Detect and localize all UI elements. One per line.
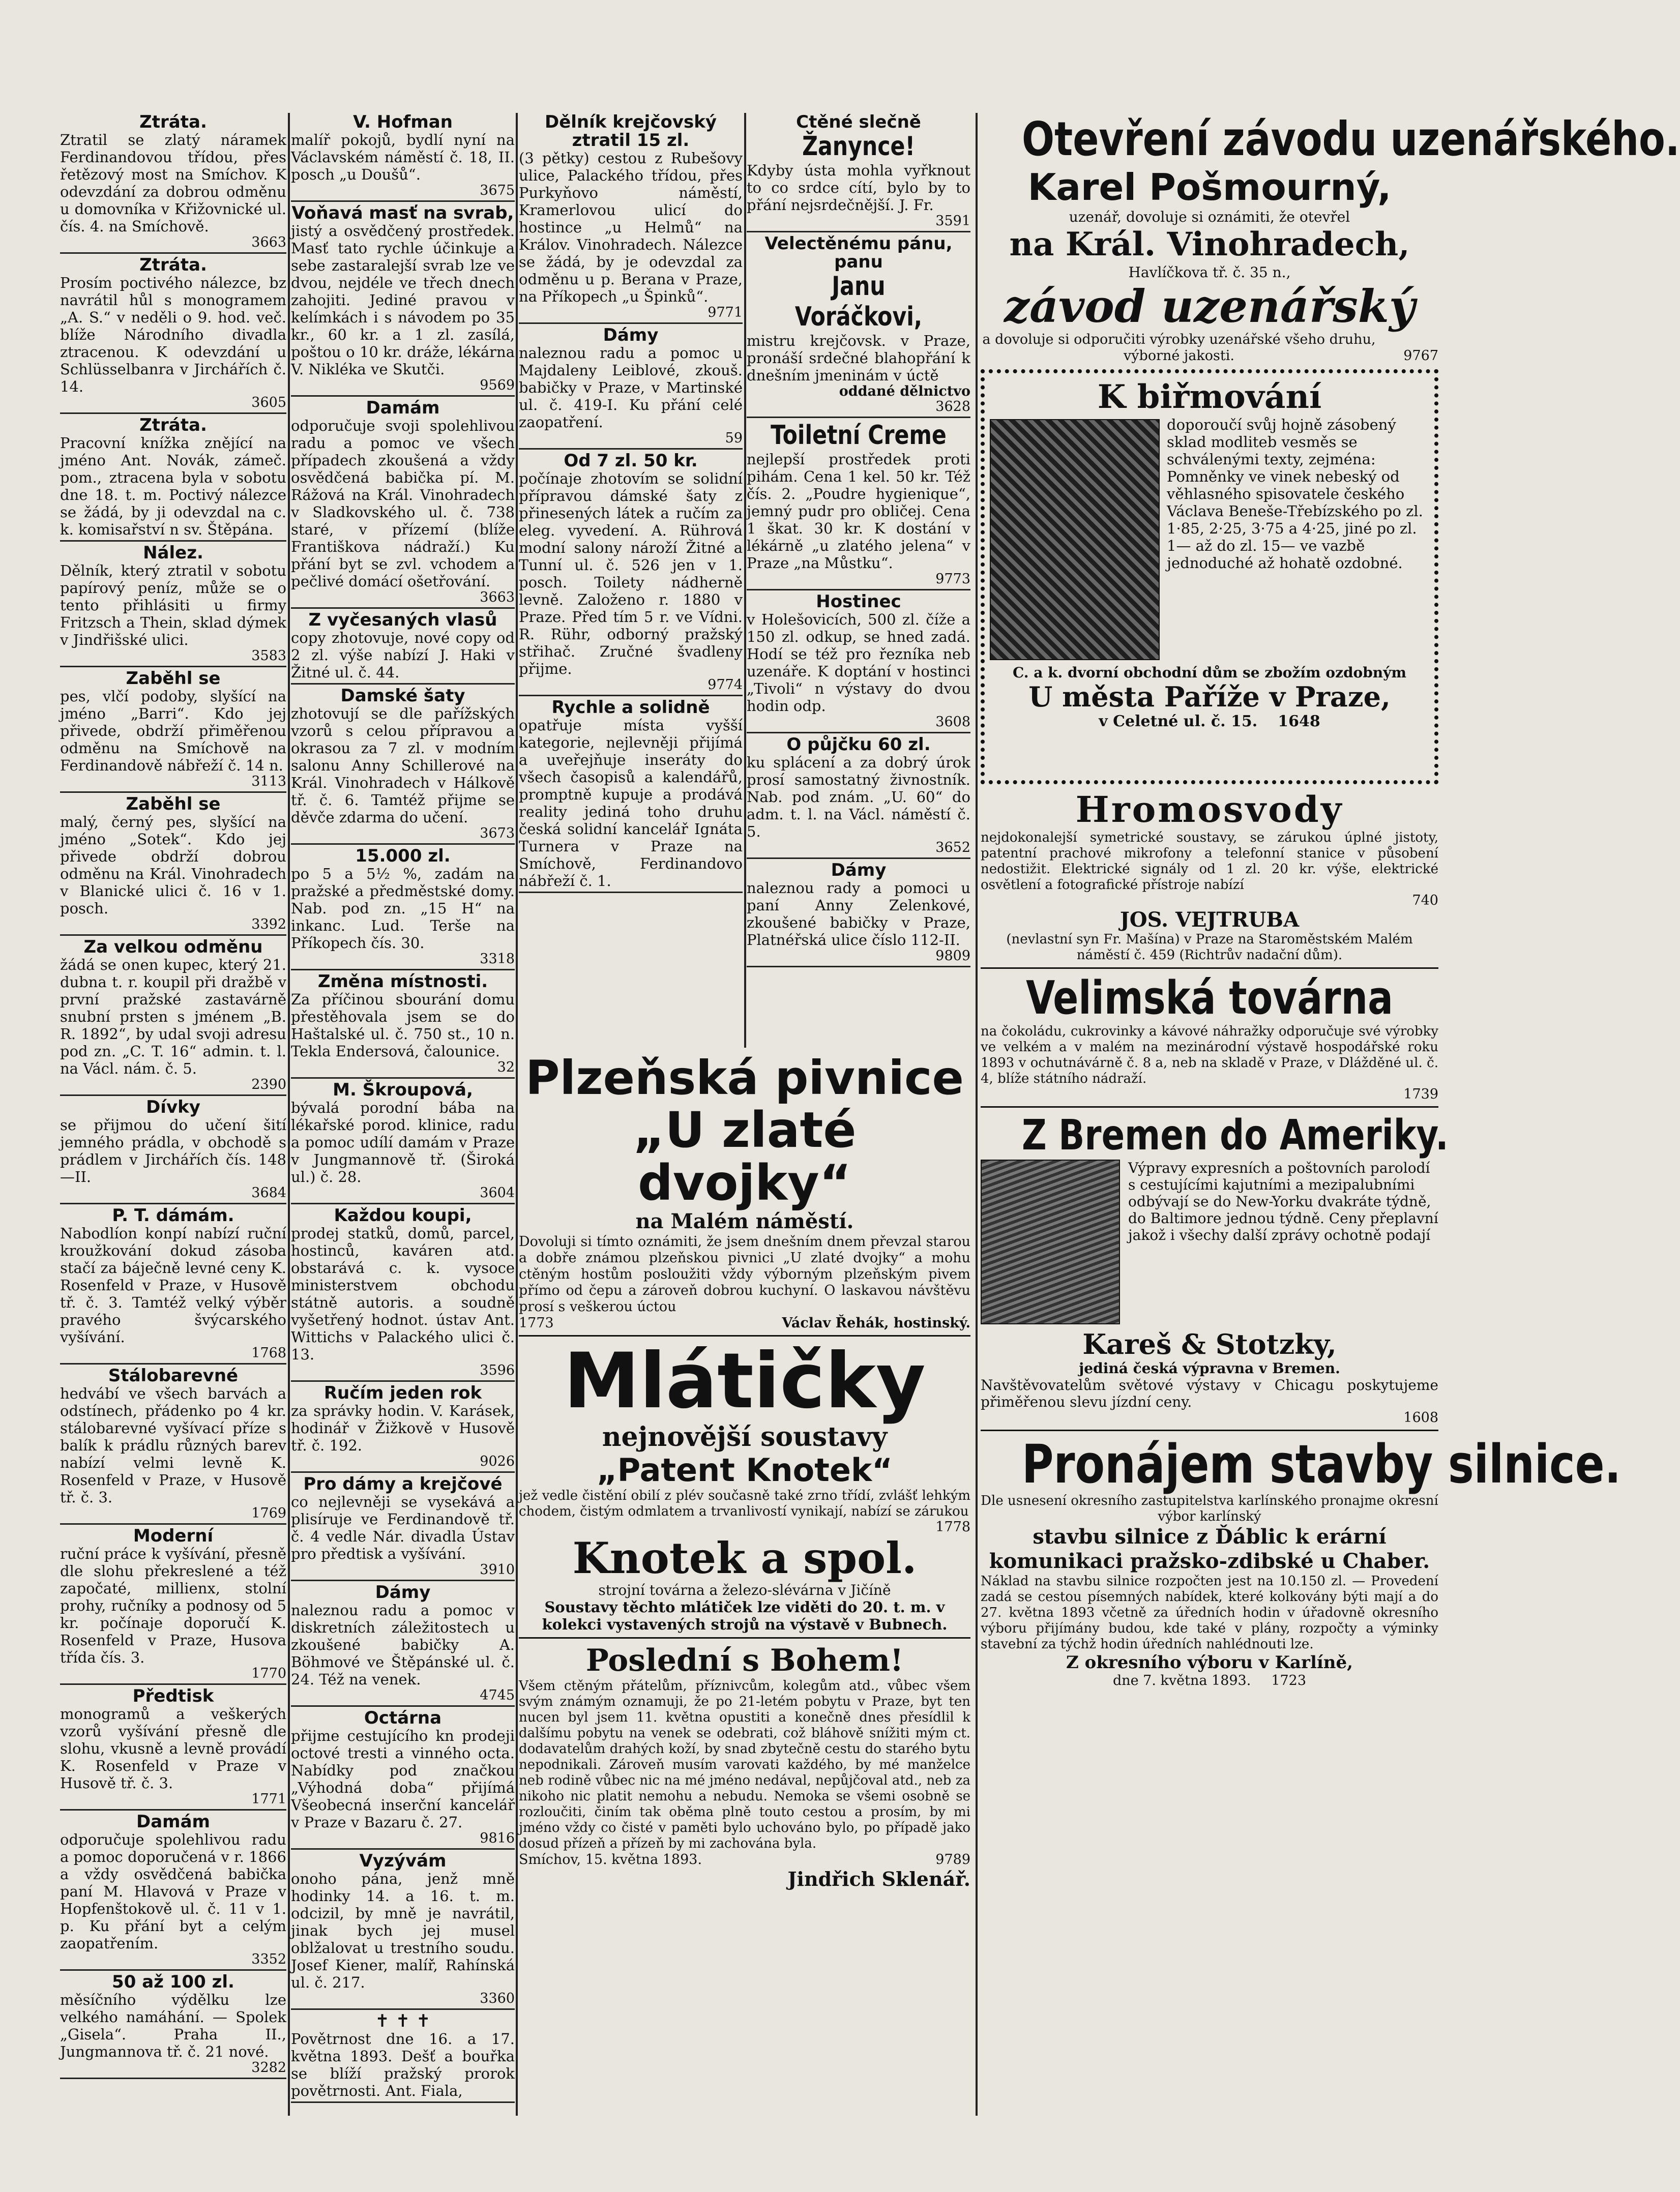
ad-number: 9809 — [935, 948, 970, 964]
ad-number: 9789 — [935, 1852, 970, 1868]
ad-number: 4745 — [480, 1687, 515, 1703]
divider — [291, 1471, 515, 1473]
uzenar-place: na Král. Vinohradech, — [1009, 225, 1410, 263]
classified-ad — [291, 1475, 515, 1581]
ad-text: ku splácení a za dobrý úrok prosí samostatný živnostník. Nab. pod znám. „U. 60“ do adm. t. l. na Václ. náměstí č. 5. — [747, 754, 970, 840]
ad-number: 3628 — [935, 399, 970, 414]
ad-text: Nabodlíon konpí nabízí ruční kroužkování dokud zásoba stačí za báječně levné ceny K. Rosenfeld v Praze, v Husově tř. č. 3. Tamtéž velký výběr pravého švýcarského vyšívání. — [60, 1225, 286, 1346]
ad-number: 2390 — [251, 1077, 286, 1092]
divider — [519, 322, 743, 324]
ad-heading: Moderní — [133, 1526, 214, 1546]
classified-ad — [60, 1367, 286, 1525]
ad-number: 3318 — [480, 951, 515, 967]
birmovani-shop: U města Paříže v Praze, — [1028, 680, 1391, 713]
uzenar-address: Havlíčkova tř. č. 35 n., — [1128, 264, 1291, 281]
classified-ad — [60, 669, 286, 793]
classified-ad — [291, 1709, 515, 1850]
divider — [60, 252, 286, 254]
divider — [747, 732, 970, 733]
ad-heading: Velectěnému pánu, panu — [764, 233, 953, 272]
divider — [291, 843, 515, 845]
classified-ad — [291, 847, 515, 970]
ad-heading: Stálobarevné — [108, 1366, 239, 1386]
column-5-ads — [981, 112, 1680, 2116]
classified-ad — [60, 795, 286, 936]
ad-heading: Ručím jeden rok — [323, 1383, 482, 1403]
ad-number: 9816 — [480, 1830, 515, 1846]
bremen-subtitle: jediná česká výpravna v Bremen. — [1079, 1360, 1340, 1377]
uzenar-title: Otevření závodu uzenářského. — [1022, 112, 1680, 166]
divider — [60, 791, 286, 793]
divider — [291, 200, 515, 202]
birmovani-firm: C. a k. dvorní obchodní dům se zbožím ozdobným — [1012, 664, 1407, 681]
ad-heading: Zaběhl se — [126, 668, 221, 689]
divider — [291, 1848, 515, 1850]
divider — [291, 395, 515, 397]
steamship-picture — [981, 1160, 1120, 1324]
birmovani-box — [981, 369, 1438, 784]
uzenar-big: závod uzenářský — [1004, 280, 1415, 333]
ad-number: 9026 — [480, 1454, 515, 1469]
ad-text: malý, černý pes, slyšící na jméno „Sotek“. Kdo jej přivede obdrží dobrou odměnu na Král. Vinohradech v Blanické ulici č. 16 v 1. posch. — [60, 813, 286, 917]
divider — [291, 2101, 515, 2103]
divider — [291, 969, 515, 970]
ad-number: 740 — [1412, 893, 1438, 908]
pivnice-signature: Václav Řehák, hostinský. — [782, 1315, 970, 1331]
ad-number: 3663 — [480, 589, 515, 605]
knotek-subtitle: strojní továrna a železo-slévárna v Jičíně — [598, 1582, 891, 1598]
ad-number: 3673 — [480, 825, 515, 841]
classified-ad — [291, 113, 515, 202]
pronajem-subtitle: Dle usnesení okresního zastupitelstva karlínského pronajme okresní výbor karlínský — [981, 1493, 1438, 1524]
classified-ad — [60, 544, 286, 667]
ad-number: 1769 — [251, 1505, 286, 1521]
ad-text: opatřuje místa vyšší kategorie, nejlevněji přijímá a uveřejňuje inseráty do všech časopisů a kalendářů, promptně kupuje a prodává reality jediná toho druhu česká solidní kancelář Ignáta Turnera v Praze na Smíchově, Ferdinandovo nábřeží č. 1. — [519, 717, 743, 890]
ad-heading: Za velkou odměnu — [83, 937, 263, 957]
ad-heading: Ztráta. — [139, 255, 207, 275]
ad-text: onoho pána, jenž mně hodinky 14. a 16. t. m. odcizil, by mně je navrátil, jinak bych jej musel oblžalovat u trestního soudu. Josef Kiener, malíř, Rahínská ul. č. 217. — [291, 1870, 515, 1991]
divider — [981, 1106, 1438, 1108]
bremen-title: Z Bremen do Ameriky. — [1022, 1111, 1449, 1160]
ad-text: počínaje zhotovím se solidní přípravou dámské šaty z přinesených látek a ručím za eleg. vyvedení. A. Rührová modní salony nároží Žitné a Tunní ul. č. 526 jen v 1. posch. Toilety nádherně levně. Založeno r. 1880 v Praze. Před tím 5 r. ve Vídni. R. Rühr, odborný pražský střihač. Zručné švadleny přijme. — [519, 470, 743, 677]
classified-ad — [60, 1098, 286, 1204]
ad-heading: 50 až 100 zl. — [112, 1972, 234, 1992]
ad-number: 3652 — [935, 840, 970, 855]
ad-number: 1778 — [935, 1519, 970, 1535]
classified-ad — [519, 698, 743, 893]
ad-heading: Damské šaty — [340, 686, 465, 706]
ad-text: Kdyby ústa mohla vyřknout to co srdce cítí, bylo by to přání nejsrdečnější. J. Fr. — [747, 162, 970, 214]
classified-ad — [291, 1583, 515, 1707]
divider — [747, 857, 970, 859]
ad-number: 32 — [497, 1059, 515, 1075]
ad-heading: Dělník krejčovský ztratil 15 zl. — [544, 112, 717, 151]
ad-heading: V. Hofman — [353, 112, 453, 132]
ad-heading: Dámy — [603, 325, 659, 345]
ad-number: 3596 — [480, 1362, 515, 1378]
prayer-book-picture — [990, 419, 1160, 660]
ad-text: naleznou radu a pomoc v diskretních záležitostech u zkoušené babičky A. Böhmové ve Štěpánské ul. č. 24. Též na venek. — [291, 1602, 515, 1688]
ad-text: pes, vlčí podoby, slyšící na jméno „Barri“. Kdo jej přivede, obdrží přiměřenou odměnu na Smíchově na Ferdinandově nábřeží č. 14 n. — [60, 688, 286, 774]
classified-ad — [60, 1687, 286, 1811]
ad-number: 9767 — [1403, 348, 1438, 364]
divider — [519, 448, 743, 450]
divider — [519, 1335, 970, 1337]
birmovani-text: doporoučí svůj hojně zásobený sklad modliteb vesměs se schválenými texty, zejména: Pomněnky ve vinek nebeský od věhlasného spisovatele českého Václava Beneše-Třebízského po zl. 1·85, 2·25, 3·75 a 4·25, jiné po zl. 1— až do zl. 15— ve vazbě jednoduché až hohatě ozdobné. — [1167, 416, 1423, 572]
ad-text: (3 pětky) cestou z Rubešovy ulice, Palackého třídou, přes Purkyňovo náměstí, Kramerlovou ulicí do hostince „u Helmů“ na Králov. Vinohradech. Nálezce se žádá, by je odevzdal za odměnu u p. Berana v Praze, na Příkopech „u Špinků“. — [519, 150, 743, 305]
ad-number: 9771 — [708, 305, 743, 320]
ad-number: 1608 — [1403, 1410, 1438, 1426]
classified-ad — [747, 420, 970, 590]
mlaticky-subtitle: nejnovější soustavy — [602, 1421, 888, 1453]
ad-text: hedvábí ve všech barvách a odstínech, přádenko po 4 kr. stálobarevné vyšívací příze s balík k prádlu různých barev nabízí velmi levně K. Rosenfeld v Praze, v Husově tř. č. 3. — [60, 1385, 286, 1506]
ad-number: 1723 — [1271, 1673, 1307, 1689]
divider — [747, 966, 970, 967]
ad-text: v Holešovicích, 500 zl. číže a 150 zl. odkup, se hned zadá. Hodí se též pro řezníka neb uzenáře. K doptání v hostinci „Tivoli“ n výstavy do dvou hodin odp. — [747, 611, 970, 715]
classified-ad — [60, 1973, 286, 2079]
ad-number: 3392 — [251, 916, 286, 932]
ad-number: 3684 — [251, 1185, 286, 1201]
divider — [60, 1683, 286, 1685]
ad-number: 1770 — [251, 1666, 286, 1681]
bremen-text-2: Navštěvovatelům světové výstavy v Chicagu poskytujeme přiměřenou slevu jízdní ceny. — [981, 1377, 1438, 1410]
divider — [291, 1203, 515, 1204]
mlaticky-patent: „Patent Knotek“ — [597, 1452, 893, 1489]
mlaticky-title: Mlátičky — [564, 1337, 926, 1426]
classified-ad — [291, 611, 515, 685]
hromosvody-address: (nevlastní syn Fr. Mašína) v Praze na Staroměstském Malém náměstí č. 459 (Richtrův nadační dům). — [1006, 932, 1413, 963]
ad-number: 1648 — [1278, 713, 1320, 730]
divider — [291, 1705, 515, 1707]
ad-number: 3352 — [251, 1951, 286, 1967]
ad-text: monogramů a veškerých vzorů vyšívání přesně dle slohu, vkusně a levně provádí K. Rosenfeld v Praze v Husově tř. č. 3. — [60, 1705, 286, 1792]
classified-ad — [60, 1527, 286, 1685]
divider — [291, 683, 515, 685]
classified-ad — [60, 113, 286, 254]
ad-heading: Z vyčesaných vlasů — [308, 610, 497, 630]
ad-heading: Od 7 zl. 50 kr. — [564, 451, 698, 471]
classified-ad — [291, 204, 515, 397]
ad-heading: Damám — [136, 1812, 210, 1832]
ad-heading: Dámy — [375, 1582, 431, 1603]
divider — [747, 417, 970, 418]
ad-number: 3360 — [480, 1991, 515, 2006]
column-rule — [976, 113, 978, 2116]
ad-heading: Vyzývám — [359, 1851, 447, 1871]
ad-heading: ✝ ✝ ✝ — [375, 2011, 431, 2031]
ad-number: 1768 — [251, 1345, 286, 1361]
ad-number: 1739 — [1403, 1086, 1438, 1102]
hromosvody-firm: JOS. VEJTRUBA — [1119, 908, 1300, 932]
posledni-text: Všem ctěným přátelům, příznivcům, kolegům atd., vůbec všem svým známým oznamuji, že po 21-letém pobytu v Praze, byt ten nucen byl jsem 11. května opustiti a konečně dnes přesídlil k dalšímu pobytu na venek se odebrati, což bláhově snížiti mým ct. dodavatelům drahých koží, by snad zbytečně cestu do starého bytu nepodnikali. Zároveň musím varovati každého, by mé manželce neb rodině vůbec nic na mé jméno nedával, nepůjčoval atd., neb za nikoho nic platit nemohu a nebudu. Nemoka se všemi osobně se rozloučiti, činím tak oběma plně touto cestou a prosím, by mi jméno vždy co čisté v paměti bylo uchováno bylo, po případě jako dosud přízeň a přízeň by mi zachována byla. — [519, 1678, 970, 1851]
ad-display-heading: Žanynce! — [802, 131, 915, 162]
ad-heading: Předtisk — [132, 1686, 214, 1706]
column-rule — [516, 113, 518, 2116]
divider — [60, 412, 286, 414]
ad-text: naleznou rady a pomoci u paní Anny Zelenkové, zkoušené babičky v Praze, Platnéřská ulice číslo 112-II. — [747, 879, 970, 949]
pronajem-firm: Z okresního výboru v Karlíně, — [1066, 1652, 1353, 1673]
column-4-classifieds — [747, 113, 970, 1048]
ad-text: mistru krejčovsk. v Praze, pronáší srdečné blahopřání k dnešním jmeninám v úctě — [747, 332, 970, 384]
classified-ad — [291, 2012, 515, 2103]
ad-text: co nejlevněji se vysekává a plisíruje ve Ferdinandově tř. č. 4 vedle Nár. divadla Ústav pro předtisk a vyšívání. — [291, 1493, 515, 1562]
ad-heading: M. Škroupová, — [333, 1080, 473, 1100]
ad-text: nejlepší prostředek proti pihám. Cena 1 kel. 50 kr. Též čís. 2. „Poudre hygienique“, jemný pudr pro obličej. Cena 1 škat. 30 kr. K dostání v lékárně „u zlatého jelena“ v Praze „na Můstku“. — [747, 451, 970, 572]
ad-heading: Hostinec — [816, 591, 901, 612]
ad-number: 3605 — [251, 395, 286, 410]
divider — [981, 1430, 1438, 1431]
divider — [747, 231, 970, 232]
classified-ad — [519, 326, 743, 450]
divider — [60, 1363, 286, 1365]
classified-ad — [60, 1813, 286, 1971]
ad-text: Povětrnost dne 16. a 17. května 1893. Dešť a bouřka se blíží pražský prorok povětrnosti. Ant. Fiala, — [291, 2030, 515, 2099]
pronajem-text: Náklad na stavbu silnice rozpočten jest na 10.150 zl. — Provedení zadá se cestou písemných nabídek, které kolkovány býti mají a do 27. května 1893 včetně za úředních hodin v úřadovně okresního výboru přijímány budou, kde také v plány, rozpočty a výminky stavební za týchž hodin úředních nahlédnouti lze. — [981, 1574, 1438, 1652]
ad-heading: Ztráta. — [139, 112, 207, 132]
ad-text: zhotovují se dle pařížských vzorů s celou přípravou a okrasou za 7 zl. v modním salonu Anny Schillerové na Král. Vinohradech v Hálkově tř. č. 6. Tamtéž přijme se děvče zdarma do učení. — [291, 705, 515, 826]
divider — [60, 1094, 286, 1096]
column-rule — [288, 113, 290, 2116]
posledni-place: Smíchov, 15. května 1893. — [519, 1852, 702, 1868]
ad-number: 9773 — [935, 571, 970, 587]
uzenar-text: uzenář, dovoluje si oznámiti, že otevřel — [1069, 209, 1350, 225]
classified-ad — [60, 256, 286, 414]
classified-ad — [60, 1206, 286, 1365]
ad-display-heading: Janu Voráčkovi, — [794, 271, 923, 332]
ad-text: Ztratil se zlatý náramek Ferdinandovou třídou, přes řetězový most na Smíchov. K odevzdání za dobrou odměnu u domovníka v Křižovnické ul. čís. 4. na Smíchově. — [60, 131, 286, 235]
divider — [60, 2078, 286, 2079]
uzenar-foot: a dovoluje si odporučiti výrobky uzenářské všeho druhu, výborné jakosti. — [982, 332, 1376, 364]
ad-heading: Zaběhl se — [126, 794, 221, 814]
classified-ad — [60, 416, 286, 542]
birmovani-address: v Celetné ul. č. 15. — [1099, 713, 1258, 730]
ad-number: 3591 — [935, 213, 970, 229]
divider — [291, 607, 515, 609]
hromosvody-title: Hromosvody — [1075, 788, 1344, 831]
classified-ad — [291, 1081, 515, 1204]
divider — [519, 892, 743, 893]
ad-text: malíř pokojů, bydlí nyní na Václavském náměstí č. 18, II. posch „u Doušů“. — [291, 131, 515, 183]
velim-text: na čokoládu, cukrovinky a kávové náhražky odporučuje své výrobky ve velkém a v malém na mezinárodní výstavě hospodářské roku 1893 v ochutnávárně č. 8 a, neb na skladě v Praze, v Dlážděné ul. č. 4, blíže státního nádraží. — [981, 1024, 1438, 1086]
ad-text: měsíčního výdělku lze velkého namáhání. — Spolek „Gisela“. Praha II., Jungmannova tř. č. 21 nové. — [60, 1991, 286, 2060]
ad-text: naleznou radu a pomoc u Majdaleny Leiblové, zkouš. babičky v Praze, v Martinské ul. č. 419-I. Ku přání celé zaopatření. — [519, 344, 743, 431]
ad-text: žádá se onen kupec, který 21. dubna t. r. koupil při dražbě v první pražské zastavárně snubní prsten s jménem „B. R. 1892“, by udal svoji adresu pod zn. „C. T. 16“ admin. t. l. na Václ. nám. č. 5. — [60, 956, 286, 1077]
bremen-text: Výpravy expresních a poštovních parolodí s cestujícími kajutními a mezipalubními odbývají se do New-Yorku dvakráte týdně, do Baltimore jednou týdně. Ceny přeplavní jakož i všechy další zprávy ochotně podají — [1128, 1160, 1438, 1243]
posledni-signature: Jindřich Sklenář. — [787, 1868, 970, 1890]
knotek-text: Soustavy těchto mlátiček lze viděti do 20. t. m. v kolekci vystavených strojů na výstavě v Bubnech. — [542, 1598, 948, 1633]
ad-number: 3113 — [251, 774, 286, 789]
ad-text: se přijmou do učení šití jemného prádla, v obchodě s prádlem v Jirchářích čís. 148—II. — [60, 1116, 286, 1186]
classified-ad — [291, 687, 515, 845]
pronajem-big: stavbu silnice z Ďáblic k erární komunikaci pražsko-zdibské u Chaber. — [989, 1525, 1430, 1573]
ad-text: odporučuje svoji spolehlivou radu a pomoc ve všech případech zkoušená a vždy osvědčená babička pí. M. Rážová na Král. Vinohradech v Sladkovského ul. č. 738 staré, v přízemí (blíže Františkova nádraží.) Ku přání byt se zvl. vchodem a pečlivé domácí ošetřování. — [291, 417, 515, 590]
ad-number: 3583 — [251, 648, 286, 664]
classified-ad — [747, 735, 970, 859]
ad-heading: P. T. dámám. — [112, 1205, 234, 1226]
ad-text: Dělník, který ztratil v sobotu papírový peníz, může se o tento přihlásiti u firmy Fritzsch a Thein, sklad dýmek v Jindřišské ulici. — [60, 562, 286, 648]
classified-ad — [747, 113, 970, 232]
ad-heading: O půjčku 60 zl. — [786, 734, 931, 755]
ad-display-heading: Toiletní Creme — [771, 420, 947, 451]
divider — [291, 1077, 515, 1079]
ad-number: 9569 — [480, 377, 515, 393]
ad-heading: Rychle a solidně — [551, 697, 710, 718]
ad-signature: oddané dělnictvo — [839, 383, 970, 399]
ad-text: Prosím poctivého nálezce, bz navrátil hůl s monogramem „A. S.“ v neděli o 9. hod. več. blíže Národního divadla ztracenou. K odevzdání u Schlüsselbanra v Jirchářích č. 14. — [60, 274, 286, 395]
divider — [519, 1637, 970, 1639]
uzenar-name: Karel Pošmourný, — [1027, 166, 1392, 209]
ad-heading: Dámy — [831, 860, 887, 880]
ad-heading: Dívky — [146, 1097, 200, 1117]
ad-heading: Změna místnosti. — [317, 971, 488, 992]
divider — [60, 1203, 286, 1204]
ad-heading: 15.000 zl. — [355, 846, 451, 866]
divider — [291, 2008, 515, 2010]
ad-number: 59 — [725, 430, 743, 446]
column-3-classifieds — [519, 113, 743, 1048]
classified-ad — [747, 861, 970, 967]
column-2-classifieds — [291, 113, 515, 2116]
pivnice-name: „U zlaté dvojky“ — [633, 1102, 857, 1211]
ad-number: 3675 — [480, 183, 515, 198]
ad-text: odporučuje spolehlivou radu a pomoc doporučená v r. 1866 a vždy osvědčená babička paní M. Hlavová v Praze v Hopfenštokově ul. č. 11 v 1. p. Ku přání byt a celým zaopatřením. — [60, 1831, 286, 1952]
divider — [60, 540, 286, 542]
ad-number: 3608 — [935, 714, 970, 730]
bremen-firm: Kareš & Stotzky, — [1082, 1328, 1337, 1360]
ad-text: bývalá porodní bába na lékařské porod. klinice, radu a pomoc udílí damám v Praze v Jungmannově tř. (Široká ul.) č. 28. — [291, 1099, 515, 1186]
classified-ad — [291, 972, 515, 1079]
classified-ad — [747, 593, 970, 733]
divider — [60, 1809, 286, 1811]
ad-number: 3282 — [251, 2060, 286, 2076]
column-rule — [744, 113, 746, 1048]
ad-text: Pracovní knížka znějící na jméno Ant. Novák, zámeč. pom., ztracena byla v sobotu dne 18. t. m. Poctivý nálezce se žádá, by ji odevzdal na c. k. komisařství n sv. Štěpána. — [60, 434, 286, 538]
classified-ad — [291, 1384, 515, 1473]
ad-text: za správky hodin. V. Karásek, hodinář v Žižkově v Husově tř. č. 192. — [291, 1402, 515, 1454]
ad-text: ruční práce k vyšívání, přesně dle slohu překreslené a též započaté, millienx, stolní prohy, ručníky a podnosy od 5 kr. počínaje doporučí K. Rosenfeld v Praze, Husova třída čís. 3. — [60, 1545, 286, 1666]
classified-ad — [60, 938, 286, 1096]
divider — [60, 1969, 286, 1971]
divider — [519, 695, 743, 696]
ad-heading: Nález. — [143, 543, 203, 563]
divider — [291, 1580, 515, 1581]
pivnice-title: Plzeňská pivnice — [525, 1051, 964, 1105]
ad-text: po 5 a 5½ %, zadám na pražské a předměstské domy. Nab. pod zn. „15 H“ na inkanc. Lud. Terše na Příkopech čís. 30. — [291, 865, 515, 952]
wide-ads — [519, 1053, 970, 2116]
ad-text: přijme cestujícího kn prodeji octové tresti a vinného octa. Nabídky pod značkou „Výhodná doba“ přijímá Všeobecná inserční kancelář v Praze v Bazaru č. 27. — [291, 1727, 515, 1831]
ad-heading: Každou koupi, — [334, 1205, 472, 1226]
ad-heading: Pro dámy a krejčové — [303, 1474, 503, 1494]
hromosvody-text: nejdokonalejší symetrické soustavy, se zárukou úplné jistoty, patentní prachové mikrofony a telefonní stanice v působení nedostižit. Elektrické signály od 1 zl. 20 kr. výše, elektrické osvětlení a fotografické přístroje nabízí — [981, 830, 1438, 893]
ad-heading: Voňavá masť na svrab, — [291, 203, 514, 223]
ad-text: copy zhotovuje, nové copy od 2 zl. výše nabízí J. Haki v Žitné ul. č. 44. — [291, 629, 515, 681]
birmovani-title: K biřmování — [1097, 378, 1322, 416]
ad-heading: Octárna — [364, 1708, 442, 1728]
classified-ad — [747, 234, 970, 418]
ad-number: 3910 — [480, 1562, 515, 1578]
divider — [981, 967, 1438, 969]
divider — [60, 1523, 286, 1525]
ad-number: 1771 — [251, 1791, 286, 1807]
ad-text: prodej statků, domů, parcel, hostinců, kaváren atd. obstarává c. k. vysoce ministerstvem obchodu státně autoris. a soudně vyšetřený hodnot. ústav Ant. Wittichs v Palackého ulici č. 13. — [291, 1225, 515, 1363]
pivnice-subtitle: na Malém náměstí. — [635, 1209, 854, 1233]
ad-heading: Damám — [366, 398, 440, 418]
knotek-title: Knotek a spol. — [572, 1533, 917, 1583]
ad-number: 3663 — [251, 234, 286, 250]
ad-number: 3604 — [480, 1185, 515, 1201]
ad-heading: Ztráta. — [139, 415, 207, 435]
mlaticky-text: jež vedle čistění obilí z plév současně také zrno třídí, zvlášť lehkým chodem, čistým odmlatem a trvanlivostí vynikají, nabízí se zárukou — [519, 1488, 970, 1519]
posledni-title: Poslední s Bohem! — [585, 1643, 904, 1678]
pronajem-title: Pronájem stavby silnice. — [1022, 1433, 1621, 1495]
classified-ad — [291, 399, 515, 609]
ad-number: 9774 — [708, 677, 743, 693]
velim-title: Velimská továrna — [1026, 971, 1393, 1025]
pronajem-date: dne 7. května 1893. — [1112, 1673, 1251, 1689]
divider — [747, 589, 970, 590]
ad-number: 1773 — [519, 1315, 554, 1331]
divider — [60, 666, 286, 667]
classified-ad — [291, 1852, 515, 2010]
classified-ad — [519, 113, 743, 324]
divider — [291, 1380, 515, 1382]
ad-heading: Ctěné slečně — [796, 112, 921, 132]
divider — [60, 934, 286, 936]
classified-ad — [291, 1206, 515, 1382]
ad-text: Za příčinou sbourání domu přestěhovala jsem se do Haštalské ul. č. 750 st., 10 n. Tekla Endersová, čalounice. — [291, 991, 515, 1060]
column-1-classifieds — [60, 113, 286, 2116]
classified-ad — [519, 452, 743, 696]
pivnice-text: Dovoluji si tímto oznámiti, že jsem dnešním dnem převzal starou a dobře známou plzeňskou pivnici „U zlaté dvojky“ a mohu ctěným hostům posloužiti vždy výborným plzeňským pivem přímo od čepu a zároveň dobrou kuchyní. O laskavou návštěvu prosí s veškerou úctou — [519, 1234, 970, 1315]
ad-text: jistý a osvědčený prostředek. Masť tato rychle účinkuje a sebe zastaralejší svrab lze ve dvou, nejdéle ve třech dnech zahojiti. Jediné pravou v kelímkách i s návodem po 35 kr., 60 kr. a 1 zl. zasílá, poštou o 10 kr. dráže, lékárna V. Nikléka ve Skutči. — [291, 222, 515, 378]
